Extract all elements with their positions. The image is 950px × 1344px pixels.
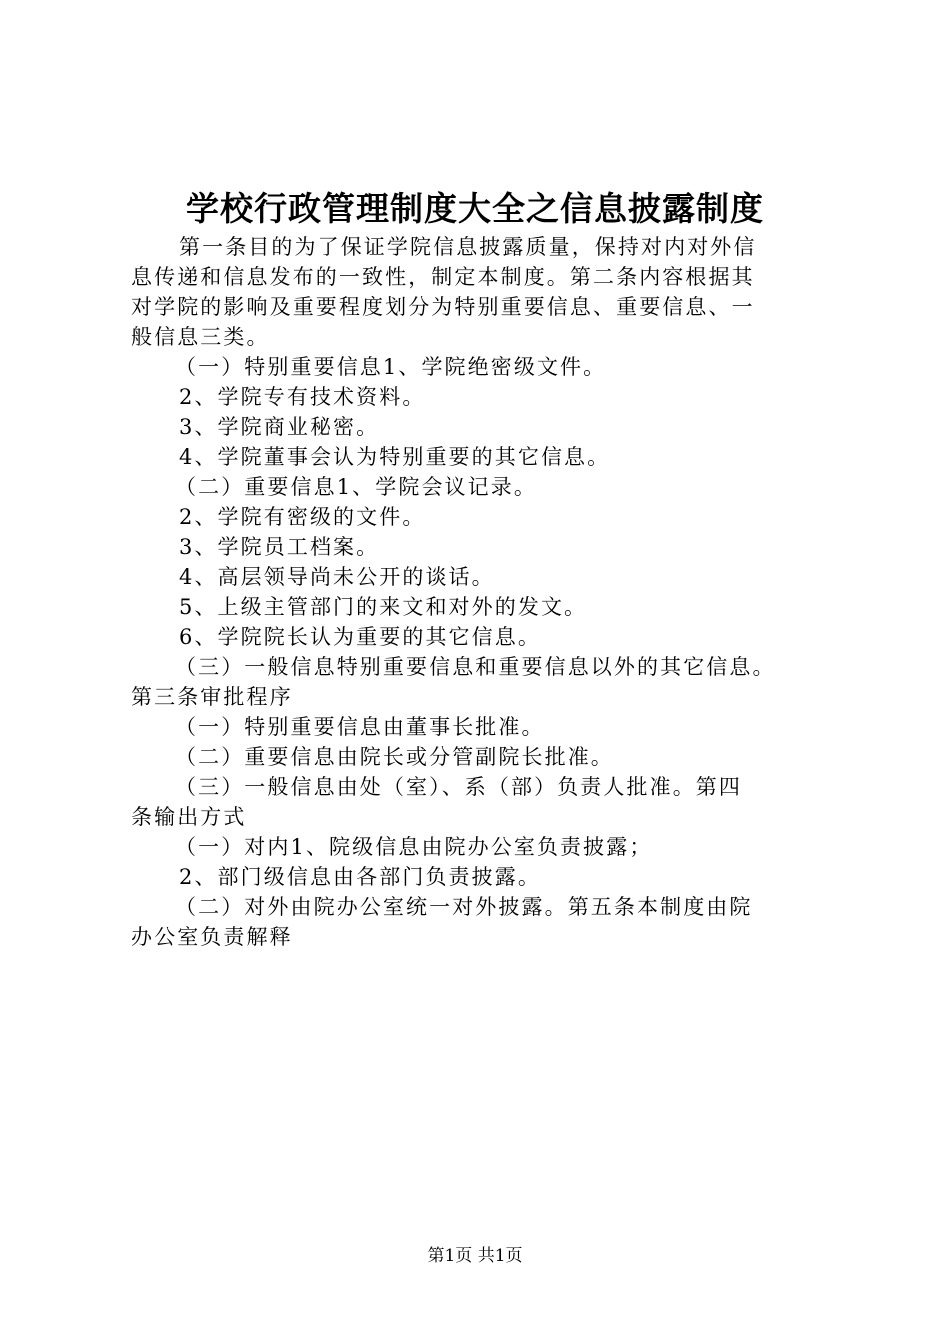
paragraph-line: 6、学院院长认为重要的其它信息。 bbox=[179, 625, 541, 649]
paragraph-line: （三）一般信息由处（室）、系（部）负责人批准。第四 bbox=[175, 775, 742, 799]
page-number-footer: 第1页 共1页 bbox=[427, 1246, 523, 1266]
paragraph-line: 对学院的影响及重要程度划分为特别重要信息、重要信息、一 bbox=[131, 295, 755, 319]
paragraph-line: 2、学院有密级的文件。 bbox=[179, 505, 426, 529]
paragraph-line: 3、学院商业秘密。 bbox=[179, 415, 380, 439]
paragraph-line: 办公室负责解释 bbox=[131, 925, 293, 949]
paragraph-line: （二）对外由院办公室统一对外披露。第五条本制度由院 bbox=[175, 895, 753, 919]
paragraph-line: （一）特别重要信息1、学院绝密级文件。 bbox=[175, 355, 607, 379]
paragraph-line: 4、高层领导尚未公开的谈话。 bbox=[179, 565, 495, 589]
paragraph-line: 第一条目的为了保证学院信息披露质量，保持对内对外信 bbox=[179, 235, 757, 259]
paragraph-line: 2、部门级信息由各部门负责披露。 bbox=[179, 865, 541, 889]
document-title: 学校行政管理制度大全之信息披露制度 bbox=[186, 189, 764, 228]
paragraph-line: （一）特别重要信息由董事长批准。 bbox=[175, 715, 545, 739]
paragraph-line: 般信息三类。 bbox=[131, 325, 270, 349]
paragraph-line: 2、学院专有技术资料。 bbox=[179, 385, 426, 409]
paragraph-line: （二）重要信息1、学院会议记录。 bbox=[175, 475, 537, 499]
paragraph-line: 第三条审批程序 bbox=[131, 685, 293, 709]
paragraph-line: 息传递和信息发布的一致性，制定本制度。第二条内容根据其 bbox=[131, 265, 755, 289]
paragraph-line: 4、学院董事会认为特别重要的其它信息。 bbox=[179, 445, 611, 469]
paragraph-line: （一）对内1、院级信息由院办公室负责披露； bbox=[175, 835, 653, 859]
paragraph-line: （三）一般信息特别重要信息和重要信息以外的其它信息。 bbox=[175, 655, 776, 679]
paragraph-line: 3、学院员工档案。 bbox=[179, 535, 380, 559]
paragraph-line: 5、上级主管部门的来文和对外的发文。 bbox=[179, 595, 588, 619]
paragraph-line: 条输出方式 bbox=[131, 805, 247, 829]
document-body bbox=[131, 232, 831, 952]
paragraph-line: （二）重要信息由院长或分管副院长批准。 bbox=[175, 745, 614, 769]
